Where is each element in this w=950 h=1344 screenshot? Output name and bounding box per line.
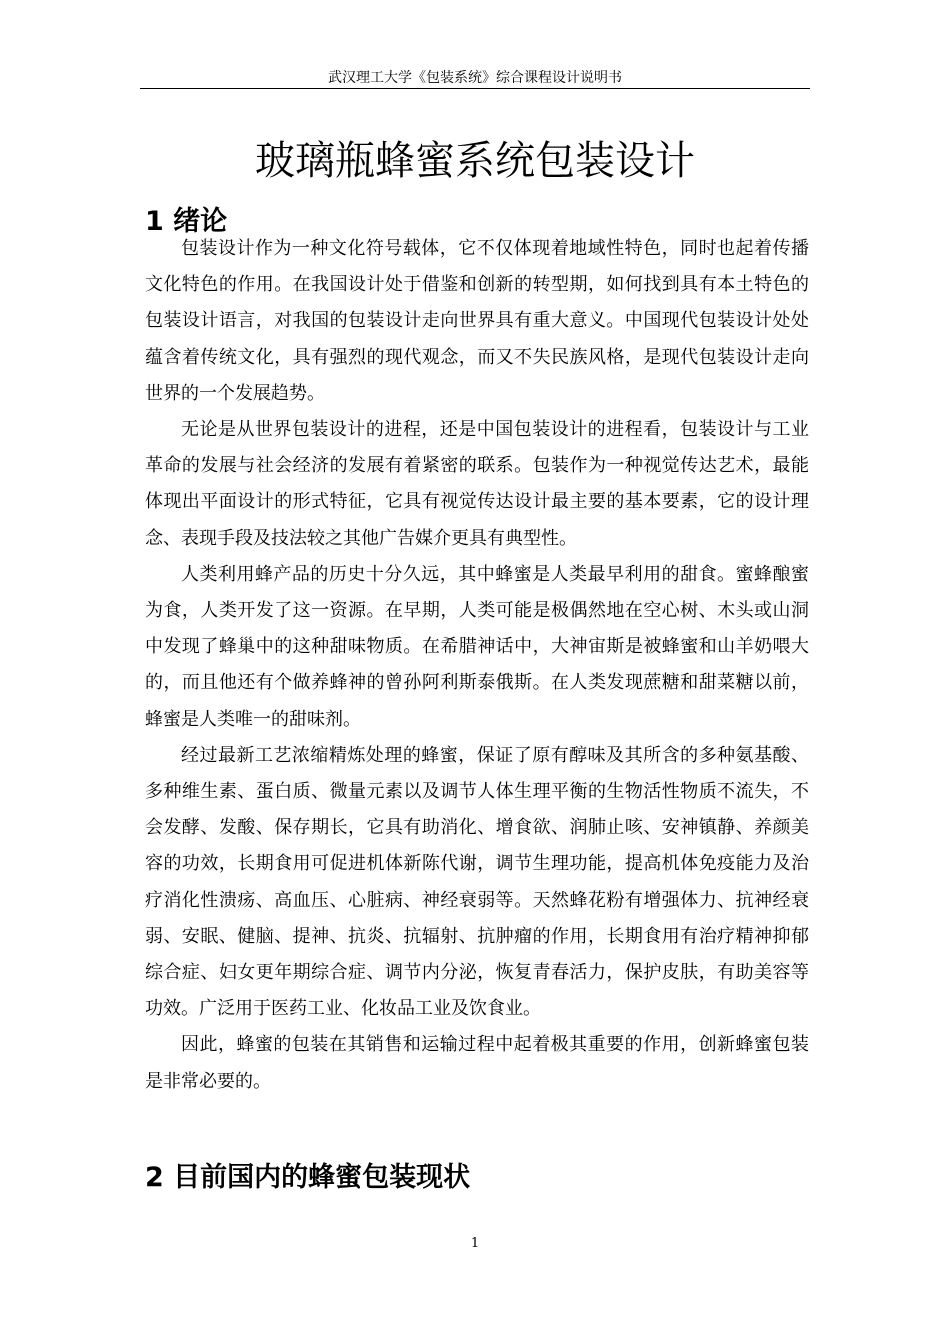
paragraph: 人类利用蜂产品的历史十分久远，其中蜂蜜是人类最早利用的甜食。蜜蜂酿蜜为食，人类开发了这一资源。在早期，人类可能是极偶然地在空心树、木头或山洞中发现了蜂巢中的这种甜味物质。在希腊神话中，大神宙斯是被蜂蜜和山羊奶喂大的，而且他还有个做养蜂神的曾孙阿利斯泰俄斯。在人类发现蔗糖和甜菜糖以前，蜂蜜是人类唯一的甜味剂。 — [145, 563, 809, 730]
header-rule — [140, 88, 810, 89]
paragraph: 经过最新工艺浓缩精炼处理的蜂蜜，保证了原有醇味及其所含的多种氨基酸、多种维生素、蛋白质、微量元素以及调节人体生理平衡的生物活性物质不流失，不会发酵、发酸、保存期长，它具有助消化、增食欲、润肺止咳、安神镇静、养颜美容的功效，长期食用可促进机体新陈代谢，调节生理功能，提高机体免疫能力及治疗消化性溃疡、高血压、心脏病、神经衰弱等。天然蜂花粉有增强体力、抗神经衰弱、安眠、健脑、提神、抗炎、抗辐射、抗肿瘤的作用，长期食用有治疗精神抑郁综合症、妇女更年期综合症、调节内分泌，恢复青春活力，保护皮肤，有助美容等功效。广泛用于医药工业、化妆品工业及饮食业。 — [145, 744, 809, 1020]
document-title: 玻璃瓶蜂蜜系统包装设计 — [255, 137, 695, 184]
section-heading-packaging-status: 2 目前国内的蜂蜜包装现状 — [145, 1162, 471, 1194]
page-number: 1 — [470, 1236, 480, 1251]
paragraph: 包装设计作为一种文化符号载体，它不仅体现着地域性特色，同时也起着传播文化特色的作用。在我国设计处于借鉴和创新的转型期，如何找到具有本土特色的包装设计语言，对我国的包装设计走向世界具有重大意义。中国现代包装设计处处蕴含着传统文化，具有强烈的现代观念，而又不失民族风格，是现代包装设计走向世界的一个发展趋势。 — [145, 238, 809, 404]
paragraph: 无论是从世界包装设计的进程，还是中国包装设计的进程看，包装设计与工业革命的发展与社会经济的发展有着紧密的联系。包装作为一种视觉传达艺术，最能体现出平面设计的形式特征，它具有视觉传达设计最主要的基本要素，它的设计理念、表现手段及技法较之其他广告媒介更具有典型性。 — [145, 419, 809, 549]
running-header: 武汉理工大学《包装系统》综合课程设计说明书 — [328, 70, 622, 86]
section-heading-introduction: 1 绪论 — [145, 206, 228, 238]
paragraph: 因此，蜂蜜的包装在其销售和运输过程中起着极其重要的作用，创新蜂蜜包装是非常必要的。 — [145, 1034, 809, 1092]
section-body-introduction — [145, 231, 809, 1100]
